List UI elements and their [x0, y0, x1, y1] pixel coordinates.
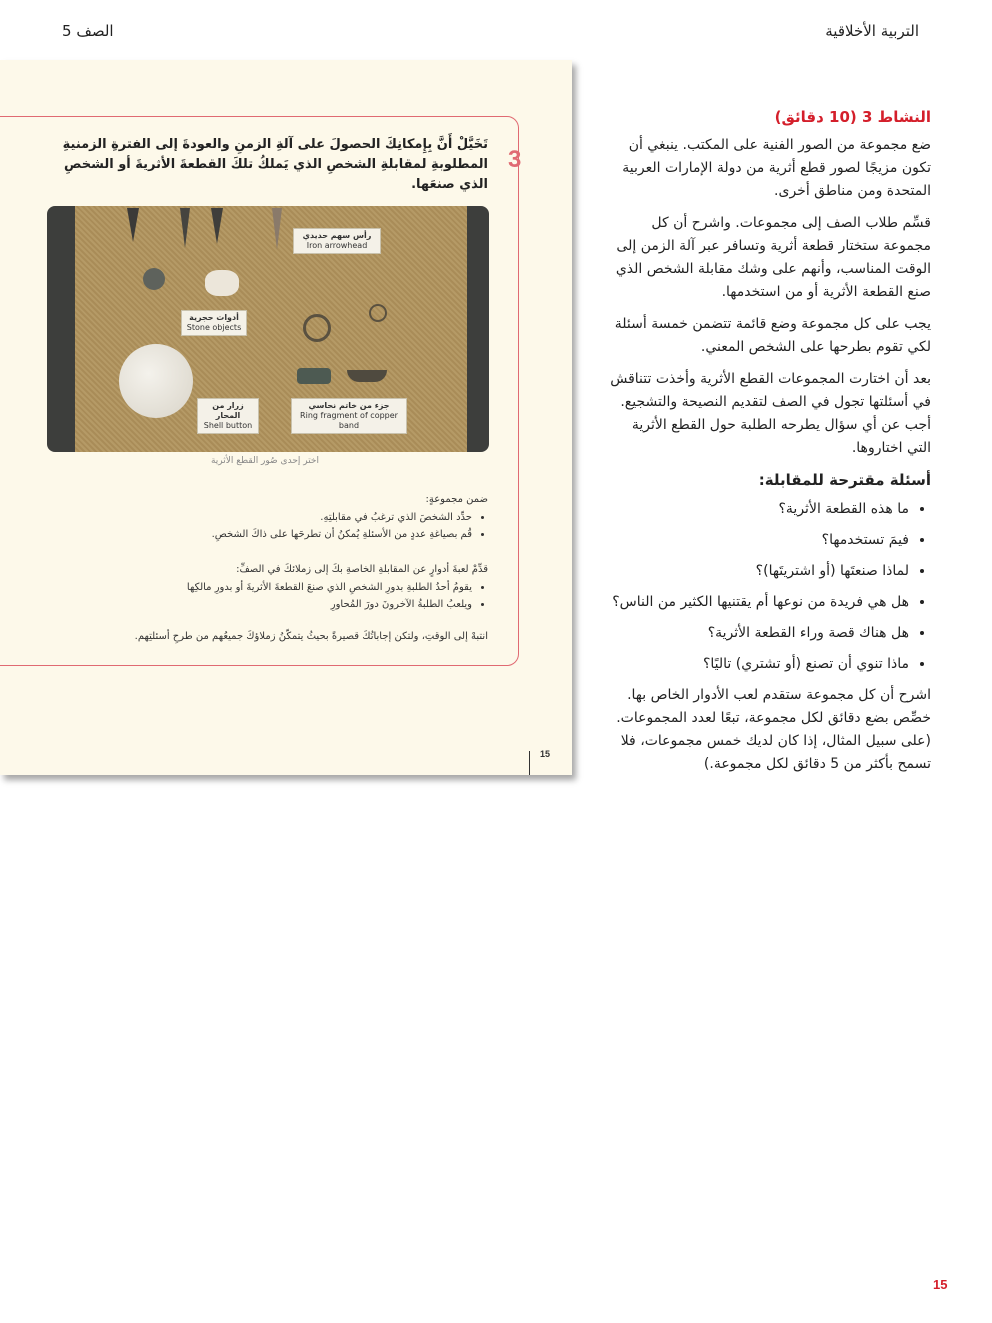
grade-label: الصف 5	[62, 22, 114, 40]
copper-ring-1	[303, 314, 331, 342]
roleplay-item: • يقومُ أحدُ الطلبةِ بدورِ الشخصِ الذي صنعَ القطعةَ الأثريةَ أو بدورِ مالكِها	[68, 580, 472, 596]
tag-iron-arrowhead-ar: رأس سهم حديدي	[302, 231, 372, 240]
artifacts-photo	[47, 206, 489, 452]
copper-fragment-1	[297, 368, 331, 384]
group-item: • حدِّد الشخصَ الذي ترغبُ في مقابلتِهِ.	[68, 510, 472, 526]
tag-shell-button-ar: زرار من المحار	[212, 401, 244, 420]
photo-caption: اختر إحدى صُور القطع الأثرية	[210, 456, 319, 466]
tag-copper-fragment-en: Ring fragment of copper band	[300, 411, 398, 430]
tag-shell-button	[197, 398, 259, 434]
group-items	[68, 510, 488, 543]
question-item: • ما هذه القطعة الأثرية؟	[606, 498, 909, 521]
tag-shell-button-en: Shell button	[203, 421, 253, 430]
footer-divider	[529, 751, 530, 775]
tag-iron-arrowhead	[293, 228, 381, 254]
question-item: • هل هي فريدة من نوعها أم يقتنيها الكثير من الناس؟	[606, 591, 909, 614]
questions-list	[606, 498, 931, 676]
roleplay-item: • ويلعبُ الطلبةُ الآخرونَ دورَ المُحاورِ	[68, 597, 472, 613]
roleplay-intro: قدِّمْ لعبةَ أدوارٍ عن المقابلةِ الخاصةِ بكَ إلى زملائكَ في الصفِّ:	[236, 564, 488, 575]
stone-shell-fragment	[205, 270, 239, 296]
tag-stone-objects	[181, 310, 247, 336]
activity-question: تَخَيَّلْ أَنَّ بِإِمكانِكَ الحصولَ على آلةِ الزمنِ والعودةَ إلى الفترةِ الزمنيةِ المطلوبةِ لمقابلةِ الشخصِ الذي يَملكُ تلكَ القطعةَ الأثريةَ أو الشخصِ الذي صنعَها.	[62, 137, 488, 192]
question-item: • ماذا تنوي أن تصنع (أو تشتري) تاليًا؟	[606, 653, 909, 676]
question-item: • فيمَ تستخدمها؟	[606, 529, 909, 552]
group-intro: ضمن مجموعةٍ:	[425, 494, 488, 505]
question-item: • هل هناك قصة وراء القطعة الأثرية؟	[606, 622, 909, 645]
tag-stone-objects-ar: أدوات حجرية	[189, 313, 239, 322]
page-number: 15	[933, 1277, 948, 1292]
time-note: انتبهْ إلى الوقتِ، ولتكن إجاباتُكَ قصيرةً بحيثُ يتمكّنُ زملاؤكَ جميعُهم من طرحِ أسئلتِهم.	[134, 631, 488, 642]
subject-title: التربية الأخلاقية	[825, 22, 919, 40]
questions-heading: أسئلة مقترحة للمقابلة:	[758, 471, 931, 489]
display-board	[75, 206, 467, 452]
arrowhead-3	[211, 208, 223, 244]
student-book-page	[0, 60, 572, 775]
teacher-notes	[606, 106, 931, 785]
tag-copper-fragment	[291, 398, 407, 434]
arrowhead-4	[272, 208, 282, 250]
student-book-page-number: 15	[540, 749, 551, 759]
tag-iron-arrowhead-en: Iron arrowhead	[306, 241, 368, 250]
stone-bead	[143, 268, 165, 290]
copper-ring-2	[369, 304, 387, 322]
copper-fragment-2	[347, 370, 387, 382]
activity-title: النشاط 3 (10 دقائق)	[774, 108, 931, 126]
paragraph: بعد أن اختارت المجموعات القطع الأثرية وأخذت تتناقش في أسئلتها تجول في الصف لتقديم النصيحة والتشجيع. أجب عن أي سؤال يطرحه الطلبة حول القطع الأثرية التي اختاروها.	[610, 371, 931, 456]
closing-paragraph: اشرح أن كل مجموعة ستقدم لعب الأدوار الخاص بها. خصِّص بضع دقائق لكل مجموعة، تبعًا لعدد المجموعات. (على سبيل المثال، إذا كان لديك خمس مجموعات، فلا تسمح بأكثر من 5 دقائق لكل مجموعة.)	[616, 687, 931, 772]
roleplay-instructions	[68, 562, 488, 614]
arrowhead-1	[127, 208, 139, 242]
tag-stone-objects-en: Stone objects	[186, 323, 242, 332]
paragraph: يجب على كل مجموعة وضع قائمة تتضمن خمسة أسئلة لكي تقوم بطرحها على الشخص المعني.	[614, 316, 931, 355]
paragraph: قسِّم طلاب الصف إلى مجموعات. واشرح أن كل مجموعة ستختار قطعة أثرية وتسافر عبر آلة الزمن إلى الوقت المناسب، وأنهم على وشك مقابلة الشخص الذي صنع القطعة الأثرية أو من استخدمها.	[615, 215, 931, 300]
paragraph: ضع مجموعة من الصور الفنية على المكتب. ينبغي أن تكون مزيجًا لصور قطع أثرية من دولة الإمارات العربية المتحدة ومن مناطق أخرى.	[622, 137, 931, 199]
group-item: • قُم بصياغةِ عددٍ من الأسئلةِ يُمكنُ أن تطرحَها على ذاكَ الشخصِ.	[68, 527, 472, 543]
question-item: • لماذا صنعتَها (أو اشتريتَها)؟	[606, 560, 909, 583]
shell-button	[119, 344, 193, 418]
arrowhead-2	[180, 208, 190, 248]
group-instructions	[68, 492, 488, 544]
tag-copper-fragment-ar: جزء من خاتم نحاسي	[308, 401, 390, 410]
activity-number: 3	[508, 146, 522, 173]
roleplay-items	[68, 580, 488, 613]
